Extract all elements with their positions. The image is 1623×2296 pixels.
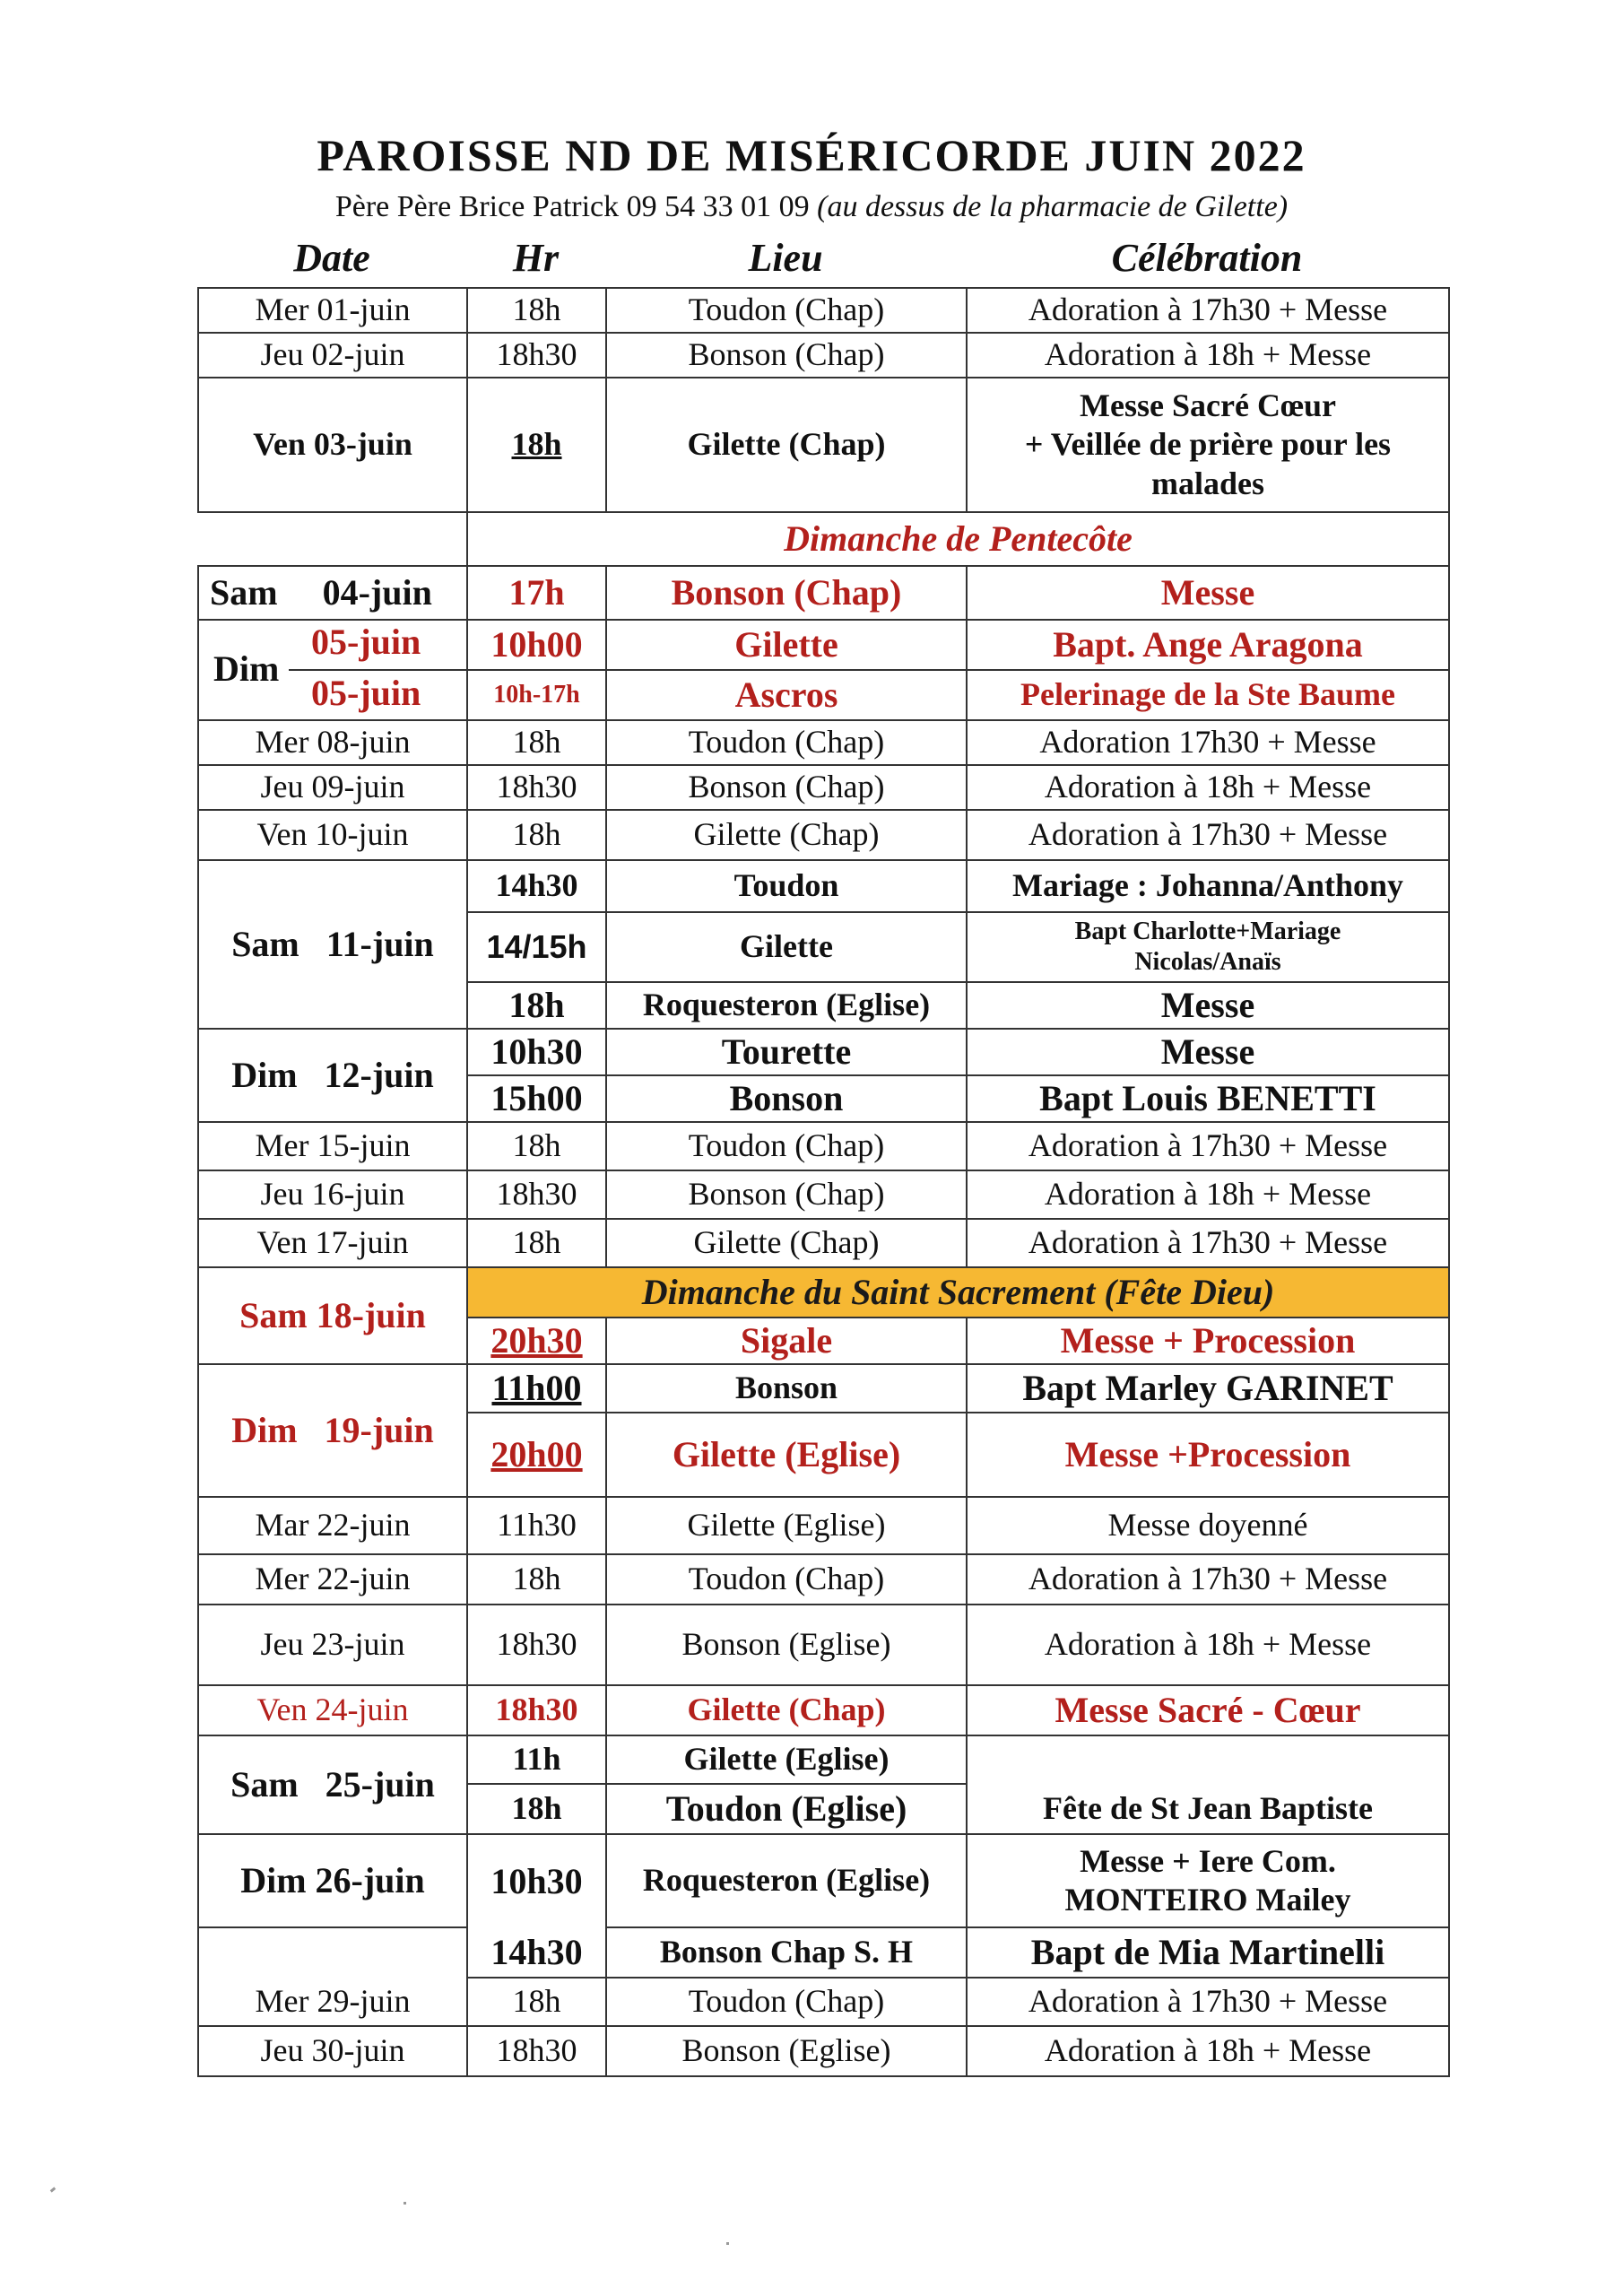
date-cell: Ven 10-juin	[198, 810, 467, 860]
date-cell: Ven 03-juin	[198, 378, 467, 512]
celebration-cell: Adoration à 18h + Messe	[967, 1605, 1449, 1685]
celebration-line: malades	[1151, 465, 1264, 501]
celebration-line: Messe + Iere Com.	[1080, 1842, 1336, 1879]
table-row	[198, 333, 1449, 378]
page-title: PAROISSE ND DE MISÉRICORDE JUIN 2022	[317, 130, 1306, 180]
table-row	[198, 1735, 1449, 1784]
date-cell: Mer 29-juin	[198, 1978, 467, 2026]
date-cell: Ven 17-juin	[198, 1219, 467, 1267]
table-row	[198, 810, 1449, 860]
hour-cell: 11h30	[467, 1497, 606, 1554]
scan-speck	[726, 2242, 729, 2245]
hour-cell: 18h30	[467, 765, 606, 810]
date-cell: Jeu 09-juin	[198, 765, 467, 810]
celebration-cell: Bapt Louis BENETTI	[967, 1075, 1449, 1122]
date-cell: Sam 18-juin	[198, 1267, 467, 1364]
celebration-line: Bapt Charlotte+Mariage	[1074, 918, 1341, 946]
place-cell: Toudon	[606, 860, 967, 912]
place-cell: Toudon (Chap)	[606, 1554, 967, 1605]
celebration-line: Messe Sacré Cœur	[1080, 387, 1336, 424]
place-cell: Bonson (Eglise)	[606, 2026, 967, 2076]
celebration-cell: Adoration à 17h30 + Messe	[967, 288, 1449, 333]
date-cell: Jeu 23-juin	[198, 1605, 467, 1685]
feast-banner: Dimanche du Saint Sacrement (Fête Dieu)	[467, 1267, 1449, 1318]
hour-cell: 18h	[467, 1784, 606, 1834]
column-headers	[197, 235, 1448, 291]
place-cell: Gilette (Eglise)	[606, 1413, 967, 1497]
celebration-cell: Adoration 17h30 + Messe	[967, 720, 1449, 765]
date-cell: Sam 11-juin	[198, 860, 467, 1029]
celebration-line: + Veillée de prière pour les	[1024, 426, 1392, 463]
schedule-table	[197, 287, 1450, 2077]
divider	[289, 669, 466, 671]
table-row	[198, 620, 1449, 670]
place-cell: Bonson	[606, 1075, 967, 1122]
hour-cell: 18h30	[467, 2026, 606, 2076]
celebration-cell: Messe Sacré - Cœur	[967, 1685, 1449, 1735]
table-row	[198, 1834, 1449, 1927]
header-celebration: Célébration	[1111, 236, 1303, 280]
place-cell: Toudon (Chap)	[606, 288, 967, 333]
celebration-cell: Mariage : Johanna/Anthony	[967, 860, 1449, 912]
table-row	[198, 1219, 1449, 1267]
hour-cell: 14h30	[467, 1927, 606, 1978]
empty-cell	[198, 512, 467, 566]
table-row	[198, 2026, 1449, 2076]
table-row	[198, 1605, 1449, 1685]
place-cell: Gilette (Chap)	[606, 378, 967, 512]
header-hour: Hr	[512, 236, 560, 280]
celebration-cell: Adoration à 18h + Messe	[967, 333, 1449, 378]
scan-speck	[404, 2202, 406, 2205]
table-row	[198, 1170, 1449, 1219]
celebration-cell: Messe doyenné	[967, 1497, 1449, 1554]
scan-speck	[50, 2187, 56, 2192]
table-row	[198, 720, 1449, 765]
table-row	[198, 1554, 1449, 1605]
table-row	[198, 378, 1449, 512]
place-cell: Bonson (Eglise)	[606, 1605, 967, 1685]
place-cell: Sigale	[606, 1318, 967, 1364]
hour-cell: 18h30	[467, 1170, 606, 1219]
place-cell: Roquesteron (Eglise)	[606, 1834, 967, 1927]
place-cell: Bonson Chap S. H	[606, 1927, 967, 1978]
hour-cell: 18h30	[467, 1605, 606, 1685]
hour-cell: 11h	[467, 1735, 606, 1784]
table-row	[198, 1927, 1449, 1978]
table-row	[198, 1978, 1449, 2026]
hour-cell: 18h	[467, 1978, 606, 2026]
hour-cell: 17h	[467, 566, 606, 620]
table-row	[198, 288, 1449, 333]
celebration-cell: Messe +Procession	[967, 1413, 1449, 1497]
celebration-cell: Messe	[967, 982, 1449, 1029]
celebration-cell: Bapt de Mia Martinelli	[967, 1927, 1449, 1978]
place-cell: Gilette (Eglise)	[606, 1497, 967, 1554]
celebration-cell: Adoration à 18h + Messe	[967, 765, 1449, 810]
place-cell: Bonson (Chap)	[606, 333, 967, 378]
contact-note: (au dessus de la pharmacie de Gilette)	[817, 190, 1289, 223]
table-row	[198, 1122, 1449, 1170]
date-cell	[198, 620, 467, 720]
hour-cell: 14h30	[467, 860, 606, 912]
date-cell	[198, 566, 467, 620]
celebration-cell: Adoration à 17h30 + Messe	[967, 1219, 1449, 1267]
celebration-cell: Fête de St Jean Baptiste	[967, 1735, 1449, 1834]
place-cell: Toudon (Chap)	[606, 1122, 967, 1170]
date-cell: Dim 26-juin	[198, 1834, 467, 1927]
celebration-cell: Messe + Procession	[967, 1318, 1449, 1364]
place-cell: Gilette (Eglise)	[606, 1735, 967, 1784]
celebration-cell: Pelerinage de la Ste Baume	[967, 670, 1449, 720]
celebration-cell: Adoration à 18h + Messe	[967, 2026, 1449, 2076]
date-number: 05-juin	[311, 673, 421, 713]
date-cell: Mer 01-juin	[198, 288, 467, 333]
celebration-cell	[967, 912, 1449, 982]
hour-cell: 20h00	[467, 1413, 606, 1497]
place-cell: Toudon (Chap)	[606, 720, 967, 765]
celebration-cell: Adoration à 17h30 + Messe	[967, 810, 1449, 860]
hour-cell: 18h	[467, 1122, 606, 1170]
place-cell: Bonson (Chap)	[606, 566, 967, 620]
hour-cell: 18h30	[467, 333, 606, 378]
place-cell: Gilette (Chap)	[606, 1219, 967, 1267]
celebration-cell: Adoration à 17h30 + Messe	[967, 1554, 1449, 1605]
hour-cell: 10h30	[467, 1834, 606, 1927]
date-cell: Dim 19-juin	[198, 1364, 467, 1497]
hour-cell: 10h30	[467, 1029, 606, 1075]
hour-cell: 18h	[467, 982, 606, 1029]
table-row	[198, 512, 1449, 566]
hour-cell: 18h30	[467, 1685, 606, 1735]
date-cell: Ven 24-juin	[198, 1685, 467, 1735]
feast-banner: Dimanche de Pentecôte	[467, 512, 1449, 566]
celebration-cell: Adoration à 18h + Messe	[967, 1170, 1449, 1219]
contact-line	[0, 190, 1623, 224]
date-day: Dim	[213, 648, 280, 689]
date-cell: Mer 08-juin	[198, 720, 467, 765]
table-row	[198, 566, 1449, 620]
table-row	[198, 765, 1449, 810]
hour-cell: 18h	[467, 810, 606, 860]
celebration-cell	[967, 378, 1449, 512]
celebration-cell: Messe	[967, 566, 1449, 620]
hour-cell: 18h	[467, 720, 606, 765]
table-row	[198, 1364, 1449, 1413]
date-cell: Mer 15-juin	[198, 1122, 467, 1170]
table-row	[198, 1497, 1449, 1554]
table-row	[198, 1685, 1449, 1735]
table-row	[198, 1267, 1449, 1318]
celebration-line: Nicolas/Anaïs	[1134, 948, 1281, 976]
table-row	[198, 1029, 1449, 1075]
header-place: Lieu	[748, 236, 823, 280]
hour-cell: 18h	[467, 1554, 606, 1605]
place-cell: Tourette	[606, 1029, 967, 1075]
hour-cell: 18h	[467, 288, 606, 333]
date-number: 04-juin	[322, 572, 432, 613]
header-date: Date	[293, 236, 370, 280]
hour-cell: 14/15h	[467, 912, 606, 982]
celebration-cell: Bapt. Ange Aragona	[967, 620, 1449, 670]
place-cell: Bonson (Chap)	[606, 765, 967, 810]
date-day: Sam	[210, 572, 278, 613]
place-cell: Toudon (Chap)	[606, 1978, 967, 2026]
place-cell: Gilette	[606, 912, 967, 982]
hour-cell: 11h00	[467, 1364, 606, 1413]
date-cell: Jeu 16-juin	[198, 1170, 467, 1219]
place-cell: Bonson (Chap)	[606, 1170, 967, 1219]
date-cell: Sam 25-juin	[198, 1735, 467, 1834]
table-row	[198, 860, 1449, 912]
date-cell: Mer 22-juin	[198, 1554, 467, 1605]
place-cell: Gilette	[606, 620, 967, 670]
place-cell: Ascros	[606, 670, 967, 720]
hour-cell: 18h	[467, 1219, 606, 1267]
date-cell: Jeu 30-juin	[198, 2026, 467, 2076]
place-cell: Gilette (Chap)	[606, 810, 967, 860]
celebration-line: MONTEIRO Mailey	[1064, 1882, 1351, 1918]
date-cell: Jeu 02-juin	[198, 333, 467, 378]
hour-cell: 10h00	[467, 620, 606, 670]
celebration-cell: Adoration à 17h30 + Messe	[967, 1978, 1449, 2026]
place-cell: Gilette (Chap)	[606, 1685, 967, 1735]
hour-cell: 20h30	[467, 1318, 606, 1364]
celebration-cell: Bapt Marley GARINET	[967, 1364, 1449, 1413]
hour-cell: 10h-17h	[467, 670, 606, 720]
date-number: 05-juin	[311, 622, 421, 662]
empty-cell	[198, 1927, 467, 1978]
date-cell: Dim 12-juin	[198, 1029, 467, 1122]
date-cell: Mar 22-juin	[198, 1497, 467, 1554]
place-cell: Bonson	[606, 1364, 967, 1413]
hour-cell: 18h	[467, 378, 606, 512]
celebration-cell: Adoration à 17h30 + Messe	[967, 1122, 1449, 1170]
celebration-cell	[967, 1834, 1449, 1927]
hour-cell: 15h00	[467, 1075, 606, 1122]
celebration-cell: Messe	[967, 1029, 1449, 1075]
contact-text: Père Père Brice Patrick 09 54 33 01 09	[334, 190, 810, 223]
place-cell: Toudon (Eglise)	[606, 1784, 967, 1834]
place-cell: Roquesteron (Eglise)	[606, 982, 967, 1029]
